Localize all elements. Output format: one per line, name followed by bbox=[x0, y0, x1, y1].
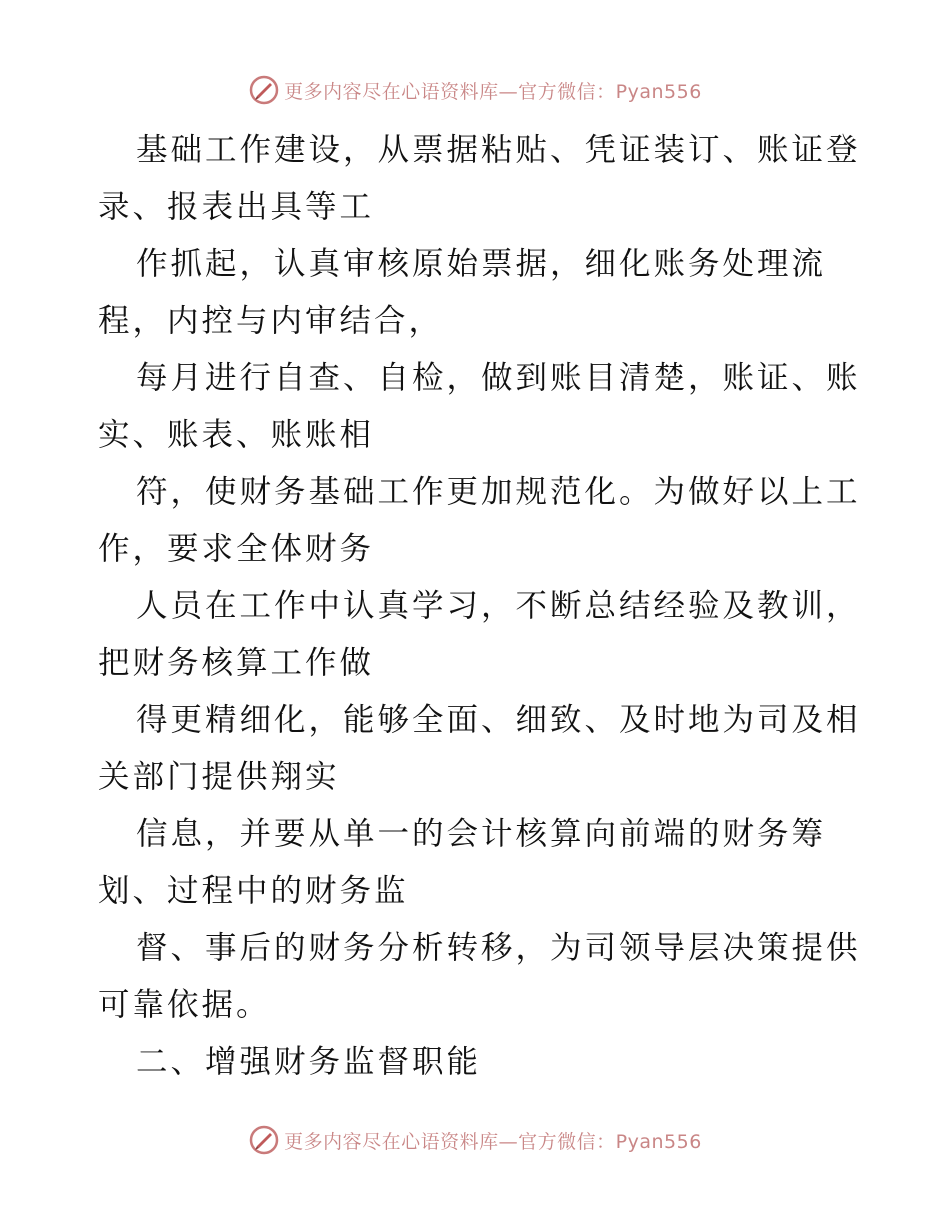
text-line: 得更精细化，能够全面、细致、及时地为司及相 bbox=[136, 702, 861, 738]
text-line: 可靠依据。 bbox=[98, 987, 271, 1023]
text-line: 作，要求全体财务 bbox=[98, 531, 375, 567]
text-line: 基础工作建设，从票据粘贴、凭证装订、账证登 bbox=[136, 132, 861, 168]
text-line: 实、账表、账账相 bbox=[98, 417, 375, 453]
text-line: 督、事后的财务分析转移，为司领导层决策提供 bbox=[136, 930, 861, 966]
text-line: 作抓起，认真审核原始票据，细化账务处理流 bbox=[136, 246, 827, 282]
text-line: 录、报表出具等工 bbox=[98, 189, 375, 225]
text-line: 程，内控与内审结合， bbox=[98, 303, 444, 339]
pen-logo-icon bbox=[248, 1124, 280, 1156]
text-line: 把财务核算工作做 bbox=[98, 645, 375, 681]
text-line: 符，使财务基础工作更加规范化。为做好以上工 bbox=[136, 474, 861, 510]
watermark-label: 更多内容尽在心语资料库—官方微信： bbox=[284, 1130, 616, 1153]
watermark-text bbox=[284, 1127, 702, 1154]
watermark-label: 更多内容尽在心语资料库—官方微信： bbox=[284, 80, 616, 103]
section-heading: 二、增强财务监督职能 bbox=[136, 1044, 482, 1080]
watermark-id: Pyan556 bbox=[615, 80, 702, 103]
header-watermark bbox=[0, 70, 950, 110]
document-body bbox=[98, 122, 861, 1091]
text-line: 划、过程中的财务监 bbox=[98, 873, 409, 909]
text-line: 关部门提供翔实 bbox=[98, 759, 340, 795]
text-line: 人员在工作中认真学习，不断总结经验及教训， bbox=[136, 588, 861, 624]
footer-watermark bbox=[0, 1120, 950, 1160]
watermark-id: Pyan556 bbox=[615, 1130, 702, 1153]
pen-logo-icon bbox=[248, 74, 280, 106]
text-line: 信息，并要从单一的会计核算向前端的财务筹 bbox=[136, 816, 827, 852]
watermark-text bbox=[284, 77, 702, 104]
text-line: 每月进行自查、自检，做到账目清楚，账证、账 bbox=[136, 360, 861, 396]
